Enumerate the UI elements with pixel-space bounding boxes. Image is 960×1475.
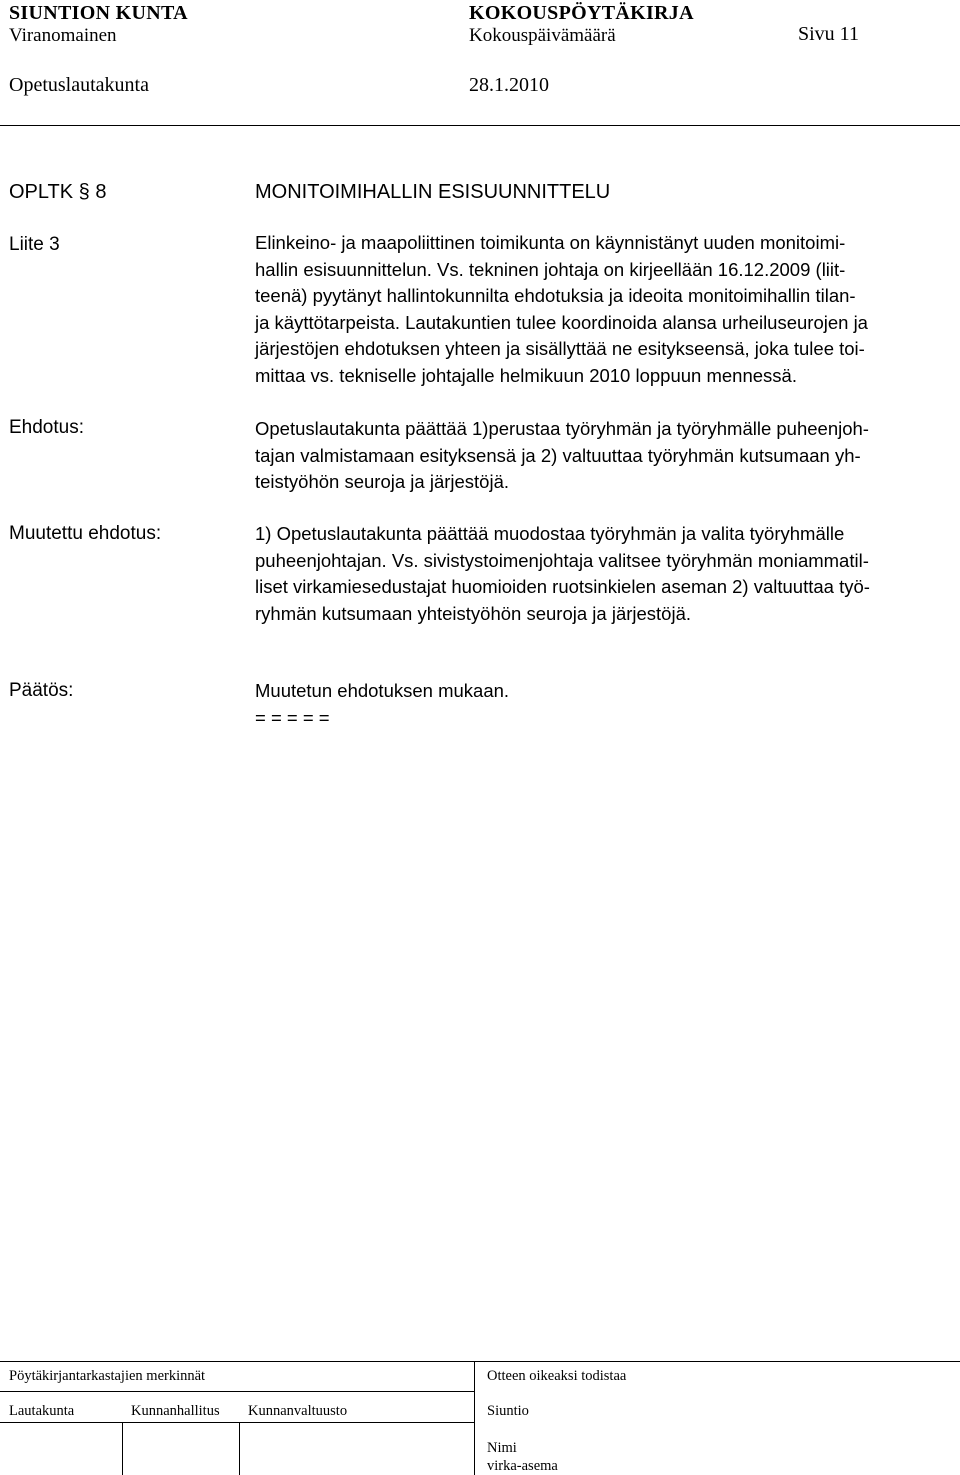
footer-reviewers-divider: [0, 1391, 475, 1392]
amended-proposal-label: Muutettu ehdotus:: [9, 523, 162, 544]
reviewer-col-municipal-board: Kunnanhallitus: [131, 1403, 220, 1419]
text-line: puheenjohtajan. Vs. sivistystoimenjohtaja valitsee työryhmän moniammatil-: [255, 549, 869, 571]
text-line: teenä) pyytänyt hallintokunnilta ehdotuksia ja ideoita monitoimihallin tilan-: [255, 285, 856, 306]
decision-label: Päätös:: [9, 680, 74, 701]
intro-paragraph: [255, 230, 868, 389]
proposal-paragraph: [255, 416, 869, 496]
text-line: tajan valmistamaan esityksensä ja 2) valtuuttaa työryhmän kutsumaan yh-: [255, 444, 861, 466]
text-line: liset virkamiesedustajat huomioiden ruotsinkielen aseman 2) valtuuttaa työ-: [255, 576, 870, 597]
meeting-date-label: Kokouspäivämäärä: [469, 25, 616, 46]
text-line: Elinkeino- ja maapoliittinen toimikunta on käynnistänyt uuden monitoimi-: [255, 232, 846, 253]
page-number: Sivu 11: [798, 23, 859, 45]
authority-label: Viranomainen: [9, 25, 117, 46]
certification-place: Siuntio: [487, 1403, 529, 1419]
text-line: 1) Opetuslautakunta päättää muodostaa työryhmän ja valita työryhmälle: [255, 523, 845, 544]
attachment-label: Liite 3: [9, 234, 60, 255]
document-type: KOKOUSPÖYTÄKIRJA: [469, 2, 694, 24]
meeting-date: 28.1.2010: [469, 74, 549, 96]
reviewer-col-board: Lautakunta: [9, 1403, 75, 1419]
signature-box-divider: [239, 1422, 240, 1475]
footer-top-divider: [0, 1361, 960, 1362]
reviewer-col-council: Kunnanvaltuusto: [248, 1403, 348, 1419]
text-line: hallin esisuunnittelun. Vs. tekninen johtaja on kirjeellään 16.12.2009 (liit-: [255, 258, 846, 280]
text-line: ja käyttötarpeista. Lautakuntien tulee koordinoida alansa urheiluseurojen ja: [255, 311, 868, 333]
amended-proposal-paragraph: [255, 521, 870, 627]
reviewers-title: Pöytäkirjantarkastajien merkinnät: [9, 1368, 206, 1384]
organization-name: SIUNTION KUNTA: [9, 2, 188, 24]
text-line: järjestöjen ehdotuksen yhteen ja sisällyttää ne esitykseensä, joka tulee toi-: [255, 338, 865, 359]
name-label: Nimi: [487, 1440, 517, 1456]
footer-vertical-divider: [474, 1362, 475, 1475]
text-line: teistyöhön seuroja ja järjestöjä.: [255, 471, 510, 492]
proposal-label: Ehdotus:: [9, 417, 84, 438]
header-divider: [0, 125, 960, 126]
decision-value: Muutetun ehdotuksen mukaan.: [255, 680, 510, 701]
certified-title: Otteen oikeaksi todistaa: [487, 1368, 627, 1384]
text-line: mittaa vs. tekniselle johtajalle helmikuun 2010 loppuun mennessä.: [255, 364, 797, 386]
section-code: OPLTK § 8: [9, 181, 107, 203]
text-line: ryhmän kutsumaan yhteistyöhön seuroja ja järjestöjä.: [255, 602, 692, 624]
position-label: virka-asema: [487, 1458, 558, 1474]
text-line: Opetuslautakunta päättää 1)perustaa työryhmän ja työryhmälle puheenjoh-: [255, 418, 869, 439]
footer-columns-divider: [0, 1422, 475, 1423]
authority-name: Opetuslautakunta: [9, 74, 149, 96]
signature-box-divider: [122, 1422, 123, 1475]
decision-text: [255, 678, 509, 731]
end-mark: = = = = =: [255, 706, 330, 728]
section-title: MONITOIMIHALLIN ESISUUNNITTELU: [255, 181, 611, 203]
